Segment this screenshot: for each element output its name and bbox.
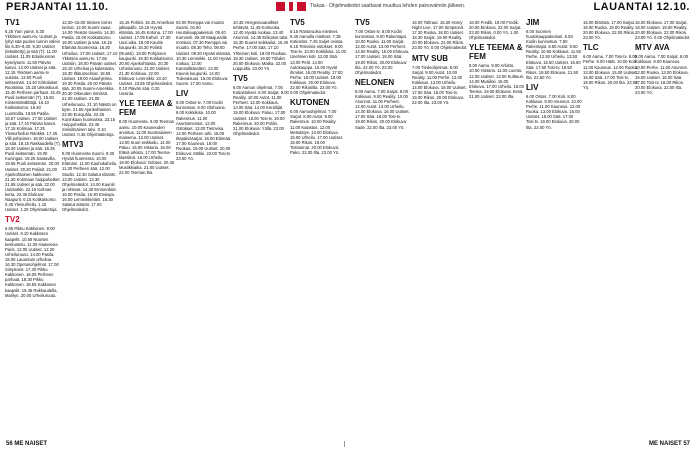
listing-text: 15.00 Elokuva. 17.00 Sarjat. 18.00 Uutiset. 19.00 Reality. 20.00 Elokuva. 22.00 Rikos. 23.00 Yö. 0.00 Ohjelmatiedot. [635, 20, 691, 41]
channel-heading: TV1 [5, 18, 20, 27]
listing-text: 6.00 Aamun ohjelmat. 7.00 Kotiostokset. 8.00 Sarjat. 9.00 Reality. 10.00 Autot. 11.00 Perheet. 12.00 Kokkaus. 13.00 Sää. 14.00 Keräilijät. 15.00 Elokuva: Paluu. 17.00 Uutiset. 18.00 Tosi-tv. 19.00 Rakennus. 20.00 Poliisi. 21.00 Elokuva: Yöllä. 23.00 Ohjelmatiedot. [233, 84, 289, 136]
channel-heading: MTV SUB [412, 53, 448, 63]
column-4 [176, 18, 232, 434]
listing-text: 5.00 Huomenta Suomi. 9.30 Hyvää huomenta. 10.00 Elämäni. 11.00 Kauhukahvila. 11.30 Perheen sää. 12.00 Studio. 12.30 Salatut elämät. 13.00 Uutiset. 13.30 Ohjelmatiedot. 14.00 Kauniit ja rohkeat. 14.30 Emmerdale. 15.00 Pasila. 15.30 Ensiapu. 16.00 Lemmikkieläin. 16.30 Salatut elämät. 17.00 Ohjelmatiedot. [62, 151, 118, 213]
column-5 [233, 18, 289, 434]
page-divider [344, 441, 345, 447]
listing-text: 6.00 Ostos. 7.00 Koti. 8.00 Kokkaus. 9.00 Asunnot. 10.00 Perhe. 11.00 Kauneus. 12.00 Ruoka. 13.00 Elokuva. 15.00 Uutiset. 16.00 Sää. 17.00 Tosi-tv. 18.00 Elokuva. 20.00 Ilta. 22.00 Yö. [526, 93, 582, 130]
column-10 [526, 18, 582, 434]
listing-text: 6.00 Aamu. 7.00 Sarjat. 8.00 Kokkaus. 9.00 Kauneus. 10.00 Perhe. 11.00 Asunnot. 12.00 Ruoka. 13.00 Elokuva. 15.00 Uutiset. 16.00 Sää. 17.00 Tosi-tv. 18.00 Rikos. 20.00 Elokuva. 22.00 Ilta. 23.00 Yö. [635, 54, 689, 96]
channel-heading: KUTONEN [290, 98, 330, 108]
listing-text: 6.15 Rantaruoka mietteet. 6.40 Aamulla mietteet. 7.35 Kotiostos. 7.45 Suljet ovissa. 8.15 Televisio-ostokset. 9.00 Tosi-tv. 10.00 Kokkikisa. 11.00 Unelmien koti. 12.00 Sää. 13.00 Pelit. 14.00 Autokauppa. 15.00 Hyvät ihmiset. 16.00 Reality. 17.00 Perhe. 18.00 Uutiset. 19.00 Kokkaus. 20.00 Elokuva. 22.00 Rikosilta. 23.00 Yö. 0.00 Ohjelmatiedot. [290, 29, 346, 96]
listing-text: 8.00 Huomenta. 9.00 Teeman aamu. 10.00 Kauneuden arvoitus. 11.00 Suomalainen maisema. 12.00 Uutiset. 13.00 Suuri seikkailu. 14.00 Paluu. 15.00 Historia. 16.00 Elävä arkisto. 17.00 Teema-klassikot. 18.00 Urheilu. 19.00 Elokuva: Odotus. 20.45 Musiikkiaika. 21.00 Uutiset. 22.00 Teeman ilta. [119, 119, 175, 176]
header-tagline: Tiskaa · Ohjelmatiedot saattavat muuttua lehden painovalmiin jälkeen. [310, 3, 466, 9]
channel-heading: NELONEN [355, 77, 395, 87]
listing-text: 7.00 Tiedeohjelmat. 8.00 Sarjat. 9.00 Autot. 10.00 Reality. 11.00 Perhe. 12.00 Kokkaus. 13.00 Urheilu. 14.00 Elokuva. 16.00 Uutiset. 17.00 Sää. 18.00 Tosi-tv. 19.00 Rikos. 20.00 Elokuva. 22.00 Ilta. 23.00 Yö. [412, 64, 467, 106]
listing-text: 18.00 Fredik. 19.00 Fredik. 20.00 Elokuva. 22.00 Sarjat. 23.00 Rikos. 0.00 Yö. 1.00 Ohjelmatiedot. [469, 20, 522, 41]
channel-heading: TV5 [355, 18, 370, 27]
listing-text: 10.45 Hengenvaaralliset tehtävät. 11.45 Kotiruoka. 12.40 Hyvää ruokaa. 13.40 Asunnot. 14.35 Erikoiset talot. 15.30 Suuret seikkailut. 16.30 Perhe. 17.00 Sää. 17.10 Yhteinen koti. 18.00 Ruokaa. 18.30 Uutiset. 19.00 Tähdet. 20.00 Elokuva: Matka. 22.00 Loppuilta. 23.00 Yö. [233, 20, 289, 71]
listing-text: 6.00 Ostos-tv. 7.00 Kodin kunnostus. 8.00 Olohuone. 9.00 Kokkikisa. 10.00 Rakennus. 11.00 Asuntomessut. 12.00 Ostokset. 13.00 Tietovisa. 14.00 Perheen arki. 15.00 Iltapäiväsarjat. 16.00 Elämää. 17.00 Kauneus. 18.00 Ruokaa. 19.00 Uutiset. 20.00 Elokuva: Mökki. 22.00 Tosi-tv. 23.00 Yö. [176, 100, 232, 162]
channel-heading: LIV [526, 82, 539, 92]
column-7 [355, 18, 411, 434]
column-1 [5, 18, 61, 434]
channel-heading: YLE TEEMA & FEM [469, 43, 523, 62]
column-8 [412, 18, 468, 434]
tv-logo-icon [276, 2, 306, 11]
listing-text: 6.25 Yam yams. 6.30 Ykkösen aamu-tv. Uutiset ja lyhyt sää puolen tunnin välein klo 6.30–9.30. 9.30 Uutiset (tekstitetty) ja sää (T). 11.00 Uutiset. 11.05 Eduskunnan kyselytunti. 11.50 Päivän kasvo. 12.00 Uutiset ja sää. 12.15 Ykkösen aamu-tv uusinta. 13.50 Puoli seitsemän. 14.40 Siirtolaiset Ruotsissa. 15.20 Ukkoskuuri. 15.40 Perheen parhaat. 15.45 Puoli seitsemän (T). 15.50 Kiinteistövälittäjä. 16.10 Kotikatsomo. 16.40 Luontoilta. 16.55 Pasila. 16.57 Uutiset. 17.00 Uutiset ja sää. 17.10 Päivän kasvo. 17.15 Kotimaa. 17.25 Yleisurheilun Ränkkä. 17.45 Villi pohjoinen. 18.00 Uutiset ja sää. 18.15 Rakkaudella (T). 18.30 Uutiset ja sää. 18.35 Puoli seitsemän. 19.00 Kuningas. 19.25 Saatavilla. 19.55 Puoli seitsemän. 20.00 Uutiset. 20.30 Poliisit. 21.00 Ajankohtainen kakkonen. 21.30 Kotimaan huippuhetket. 21.55 Uutiset ja sää. 22.00 Uutisarkki. 22.15 Kolmas kerta. 22.45 Elokuva: Naapurit. 0.15 Kotikatsomo. 0.45 Yleisurheilu. 1.15 Uutiset. 1.20 Ohjelmatietoja. [5, 29, 61, 213]
listing-text: 16.00 Elämää. 17.00 Sarjat. 18.00 Ruoka. 19.00 Reality. 20.00 Elokuva. 22.00 Rikos. 23.00 Yö. [583, 20, 636, 41]
channel-heading: TV5 [233, 73, 248, 83]
channel-heading: MTV3 [62, 140, 84, 150]
listing-text: 6.00 Aamu. 7.00 Sarjat. 8.00 Kokkaus. 9.00 Reality. 10.00 Asunnot. 11.00 Perheet. 12.00 Autot. 13.00 Urheilu. 14.00 Elokuva. 16.00 Uutiset. 17.00 Sää. 18.00 Tosi-tv. 19.00 Rikos. 20.00 Elokuva: Sade. 22.00 Ilta. 23.00 Yö. [355, 88, 410, 130]
listing-text: 12.00–15.00 Sinisen tornin tarinat. 13.00 Suomi saavi. 14.00 Yleisön toiveita. 14.30 Pasila. 15.00 Kotikatsomo. 16.00 Uutiset ja sää. 16.15 Elämää Suomessa. 16.30 Urheilua. 17.00 Uutiset. 17.10 Ykkösen aamu-tv. 17.55 Uutisiin. 18.00 Päivän uutiset. 18.10 Urheilua ja kalastusta. 18.30 Iltatunnelmat. 18.55 Uutiset. 19.00 Asiaohjelma. 19.30 Pasila. 20.00 Päivän sää. 20.05 Suomi-Amerikka. 20.30 Oikeuden nimissä. 21.00 Uutiset. 21.05 Urheiluruutu. 21.10 Näistä on kyse. 21.55 Ajankohtainen. 22.00 Eurojuhla. 22.25 Kuninkaan huomassa. 23.15 Huippuhetkiä. 23.45 Sinisilmäinen talvi. 0.10 Uutiset. 0.35 Ohjelmatietoja. [62, 20, 118, 138]
channel-heading: MTV AVA [635, 43, 670, 53]
left-page-footer: 56 ME NAISET [6, 441, 48, 447]
listing-text: 6.00 Aamu. 7.00 Tosi-tv. 8.00 Perhe. 9.00 Häät. 10.00 Koti. 11.00 Kauneus. 12.00 Ruoka. 13.00 Elokuva. 15.00 Uutiset. 16.00 Sää. 17.00 Tosi-tv. 18.00 Rikos. 20.00 Ilta. 22.00 Yö. [583, 54, 639, 90]
listing-text: 6.00 Suomen huutokauppakeisari. 6.50 Kodin kunnostus. 7.50 Rakentajat. 8.50 Autot. 9.50 Reality. 10.50 Kokkaus. 11.50 Perhe. 12.50 Urheilu. 13.50 Elokuva. 15.50 Uutiset. 16.50 Sää. 17.50 Tosi-tv. 18.50 Rikos. 19.50 Elokuva. 21.50 Ilta. 22.50 Yö. [526, 29, 582, 80]
channel-heading: TV5 [290, 18, 305, 27]
listing-text: 8.00 Aamu. 9.00 Arkisto. 10.00 Historia. 11.00 Luonto. 12.00 Uutiset. 13.00 Kulttuuri. 14.00 Musiikki. 15.00 Elokuva. 17.00 Urheilu. 18.00 Teema. 19.00 Elokuva: Kesä. 21.00 Uutiset. 22.00 Ilta. [469, 63, 525, 99]
listing-text: 15.15 Poliisit. 15.45 Amerikan jalkapallo. 16.15 Hyvää elämää. 16.45 Kotona. 17.00 Uutiset. 17.05 Kahvit. 17.30 Uusi aika. 18.00 Kaunis kaupunki. 18.30 Poliisit (Ruotsi). 19.00 Pohjoisen kaupunki. 19.30 Kotikatsomo. 20.00 Ajankohtaista. 20.30 Urheiluruutu. 21.00 Uutiset. 21.30 Kotimaa. 22.00 Elokuva: Lemmikki. 23.40 Uutiset. 23.55 Ohjelmatiedot. 0.10 Päivän sää. 0.20 Uusinta. [119, 20, 175, 97]
column-6 [290, 18, 346, 434]
channel-heading: LIV [176, 89, 189, 99]
left-page-date: PERJANTAI 11.10. [6, 1, 109, 13]
column-2 [62, 18, 118, 434]
listing-text: 04.00 Remppa vai muutto Suomi. 04.50 Huutokauppakeisari. 05.40 Kummeli. 06.30 Maajussille morsian. 07.30 Remppa vai muutto. 08.30 Teho. 09.00 Uutiset. 09.30 Hyvää elämää. 10.30 Lemmikki. 11.00 Hyvää ruokaa. 12.00 Kansallisteatteri. 13.00 Kaunis kaupunki. 14.00 Tulevaisuus. 15.00 Elokuva: Suomi. 17.00 Aamu. [176, 20, 231, 87]
listing-text: 16.00 Tahraut. 16.30 Homy Night Live. 17.00 Simpsonit. 17.30 Ruoka. 18.00 Uutiset. 18.30 Sarjat. 19.00 Reality. 20.00 Elokuva. 22.00 Rikos. 23.00 Yö. 0.00 Ohjelmatiedot. [412, 20, 468, 51]
column-9 [469, 18, 525, 434]
right-page-date: LAUANTAI 12.10. [593, 1, 690, 13]
program-columns [5, 18, 691, 434]
listing-text: 6.55 Pikku Kakkonen. 9.00 Uutiset. 9.10 Kakkosen kaapelit. 10.50 Nuorten keskustelu. 11.30 Haaveena Paris. 12.05 Uutiset. 12.20 Urheiluruutu. 14.00 Pasila. 15.00 Lauantain urheilua. 16.30 Opetusohjelmat. 17.00 Simpsonit. 17.30 Pikku Kakkonen. 18.05 Perheen parhaat. 18.30 Pikku Kakkonen. 18.55 Kakkosen kaapelit. 19.45 Rakkaudella, Marilyn. 20.00 Urheiluruutu. [5, 226, 59, 298]
channel-heading: YLE TEEMA & FEM [119, 99, 173, 118]
channel-heading: JIM [526, 18, 540, 27]
column-11 [583, 18, 639, 434]
listing-text: 7.00 Ostos-tv. 8.00 Kodin kunnostus. 9.00 Rakentajat. 10.00 Ruoka. 11.00 Sarjat. 12.00 Autot. 13.00 Perheet. 14.00 Reality. 15.00 Elokuva. 17.00 Uutiset. 18.00 Sää. 19.00 Rikos. 20.00 Elokuva: Ilta. 22.00 Yö. 23.00 Ohjelmatiedot. [355, 29, 410, 75]
column-12 [635, 18, 691, 434]
channel-heading: TV2 [5, 215, 20, 225]
right-page-footer: ME NAISET 57 [648, 441, 690, 447]
listing-text: 6.00 Aamuohjelmat. 7.00 Sarjat. 8.00 Autot. 9.00 Rakennus. 10.00 Reality. 11.00 Kalastus. 12.00 Metsästys. 13.00 Elokuva. 15.00 Urheilu. 17.00 Uutiset. 18.00 Rikos. 19.00 Tositarinat. 20.00 Elokuva: Pako. 22.00 Ilta. 23.00 Yö. [290, 109, 344, 155]
column-3 [119, 18, 175, 434]
page-header [0, 0, 696, 14]
channel-heading: TLC [583, 43, 599, 53]
